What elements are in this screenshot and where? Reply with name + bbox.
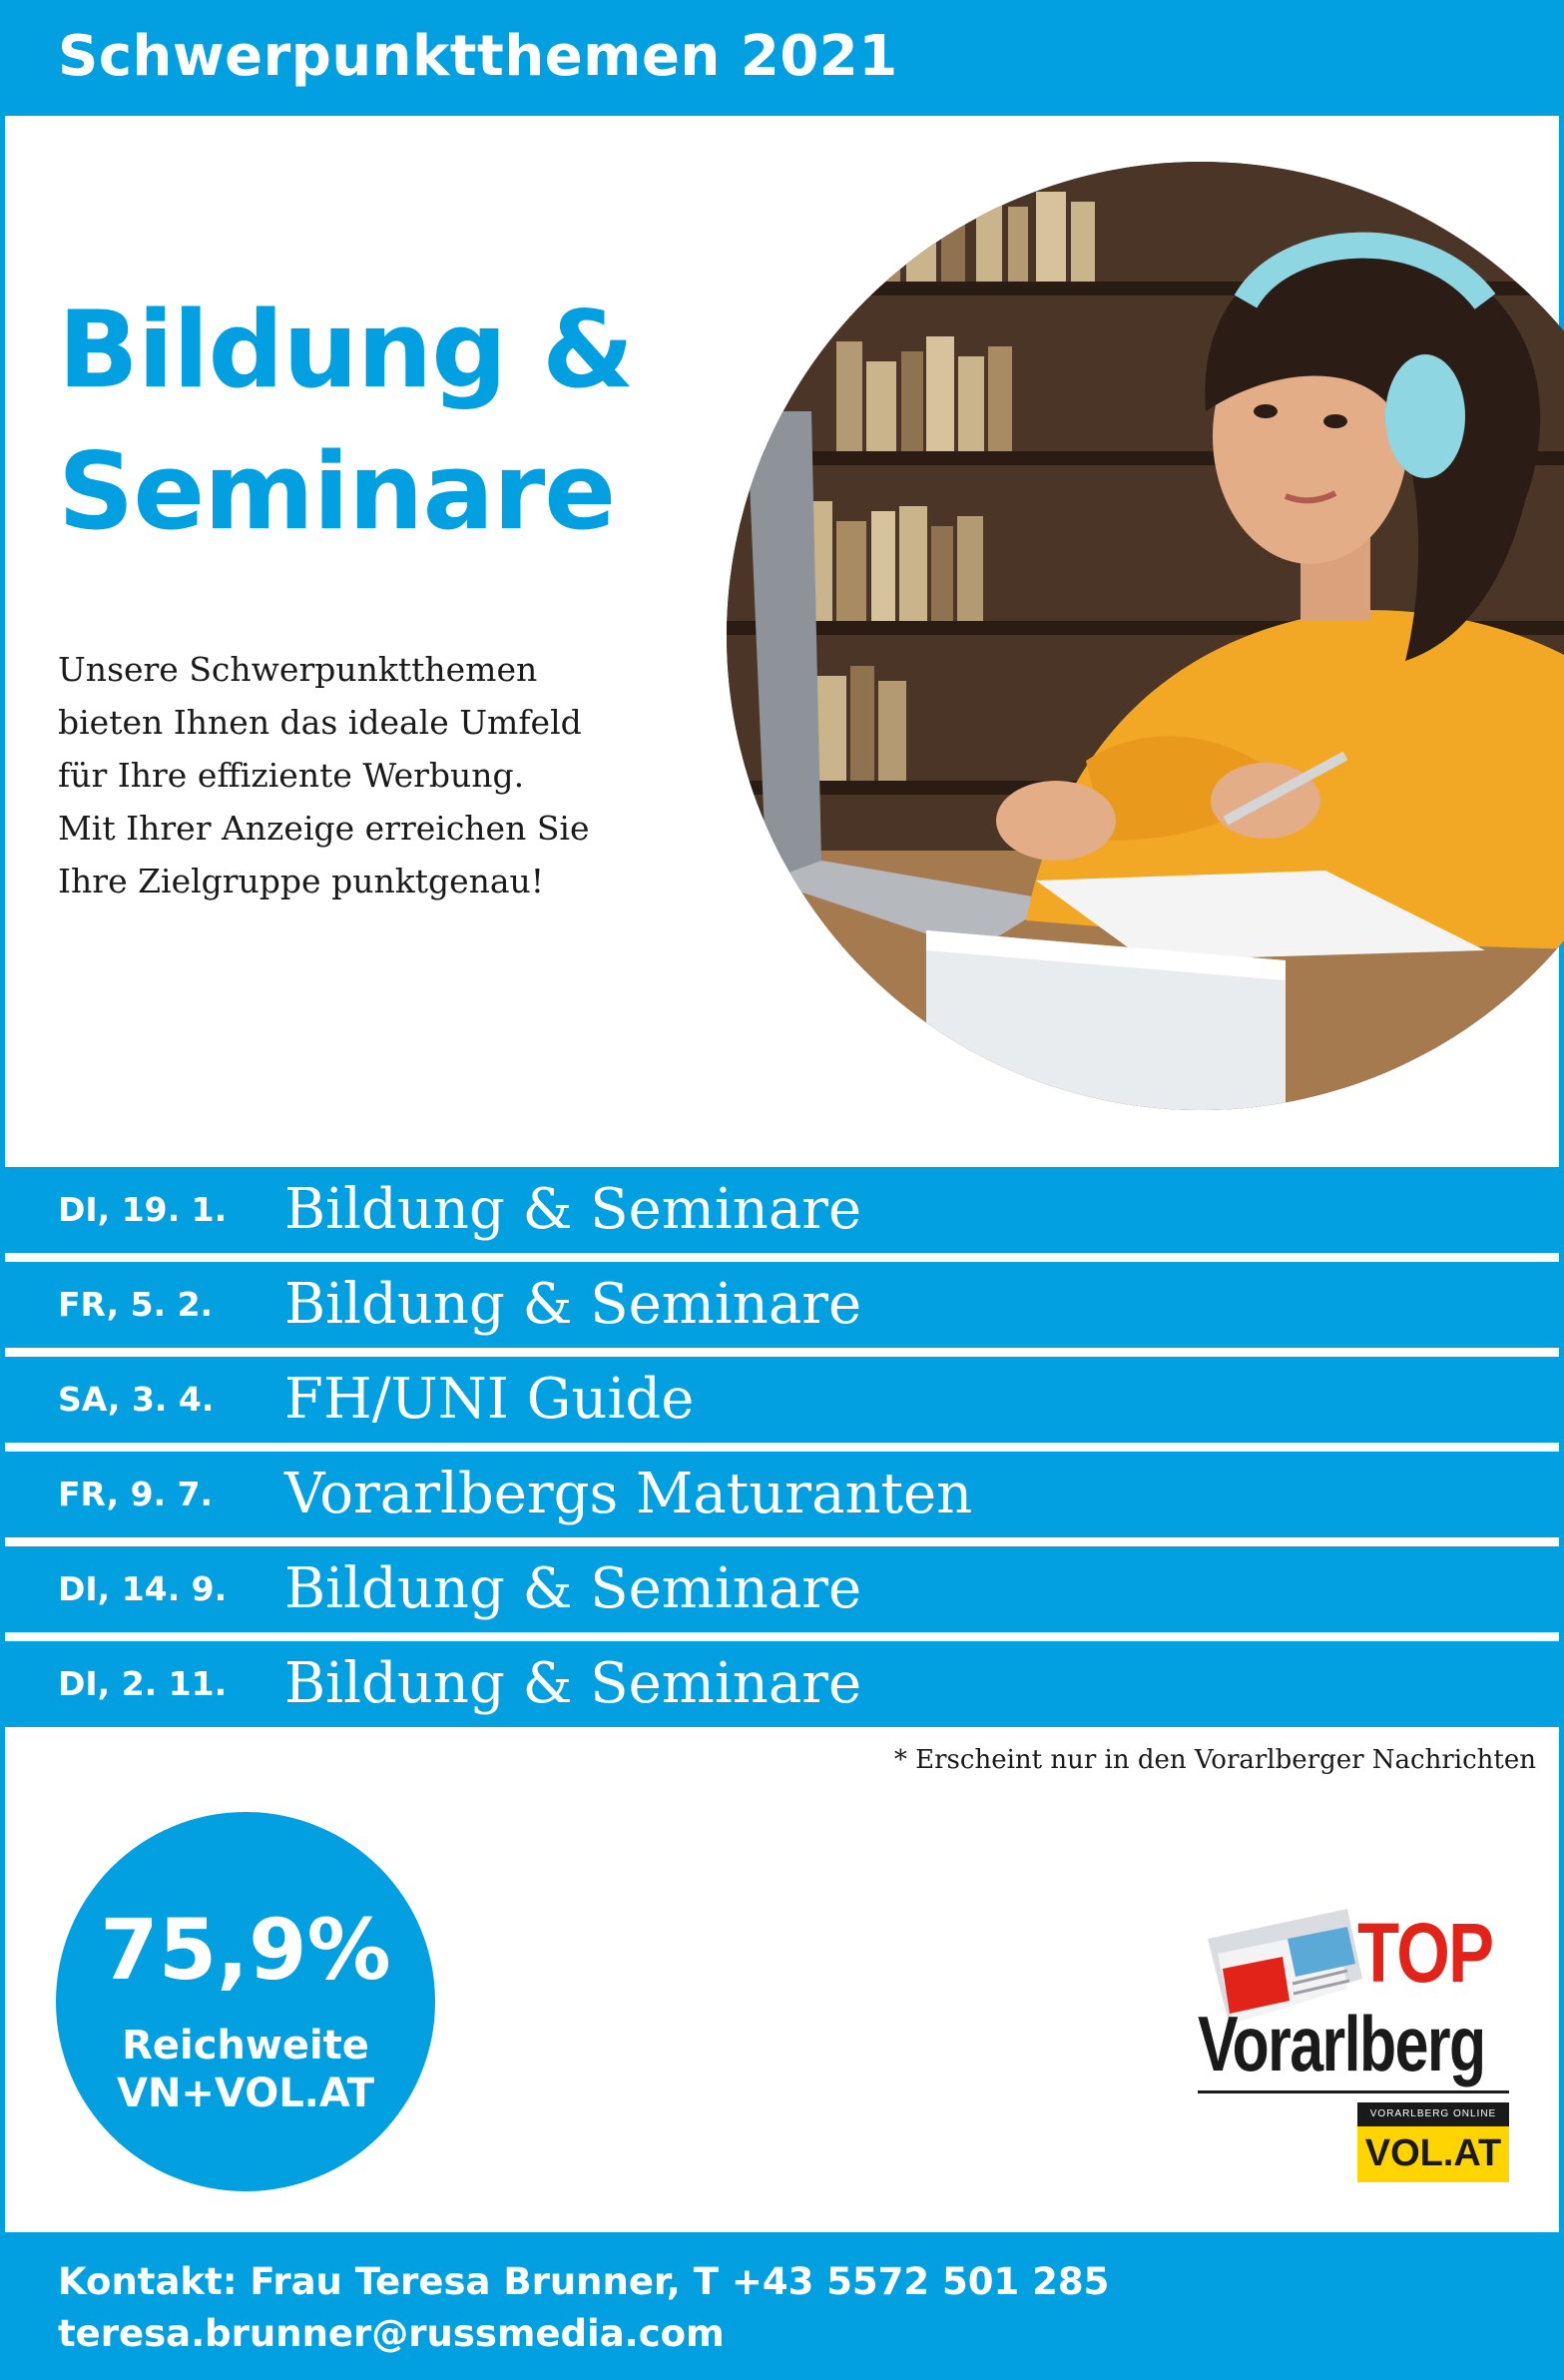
reach-percent: 75,9% (100, 1901, 391, 1999)
intro-line: für Ihre effiziente Werbung. (58, 756, 525, 795)
schedule-row (0, 1546, 1564, 1632)
logo-top: TOP (1357, 1906, 1493, 2000)
header-bar (0, 0, 1564, 116)
schedule-topic: Vorarlbergs Maturanten (284, 1462, 973, 1526)
top-vorarlberg-logo (1198, 1905, 1517, 2184)
contact-bar (0, 2232, 1564, 2380)
headline-line-1: Bildung & (58, 289, 634, 411)
schedule-row (0, 1167, 1564, 1253)
schedule-date: FR, 9. 7. (58, 1475, 214, 1513)
reach-source: VN+VOL.AT (116, 2071, 375, 2116)
contact-info (58, 2256, 1109, 2360)
schedule-row (0, 1262, 1564, 1348)
schedule-date: DI, 2. 11. (58, 1664, 228, 1703)
contact-person: Kontakt: Frau Teresa Brunner, T +43 5572 501 285 (58, 2260, 1110, 2303)
vol-at-logo (1357, 2102, 1509, 2182)
schedule-date: FR, 5. 2. (58, 1285, 214, 1324)
schedule-date: DI, 14. 9. (58, 1569, 228, 1608)
schedule-row (0, 1357, 1564, 1443)
vol-online-label: VORARLBERG ONLINE (1357, 2102, 1509, 2126)
schedule-topic: Bildung & Seminare (284, 1556, 862, 1621)
logo-divider (1198, 2090, 1509, 2093)
footnote: * Erscheint nur in den Vorarlberger Nachrichten (893, 1745, 1536, 1775)
logo-region: Vorarlberg (1198, 2000, 1485, 2087)
schedule-topic: FH/UNI Guide (284, 1367, 695, 1432)
intro-text (58, 643, 617, 907)
headline-line-2: Seminare (58, 430, 616, 553)
schedule-date: DI, 19. 1. (58, 1190, 228, 1229)
intro-line: bieten Ihnen das ideale Umfeld (58, 703, 582, 742)
vol-site-label: VOL.AT (1364, 2132, 1502, 2174)
intro-line: Unsere Schwerpunktthemen (58, 650, 538, 689)
contact-email[interactable]: teresa.brunner@russmedia.com (58, 2312, 725, 2355)
schedule-topic: Bildung & Seminare (284, 1272, 862, 1337)
schedule-date: SA, 3. 4. (58, 1380, 215, 1419)
headline (58, 280, 633, 563)
intro-line: Ihre Zielgruppe punktgenau! (58, 862, 545, 900)
schedule-row (0, 1641, 1564, 1727)
reach-label: Reichweite (122, 2023, 369, 2069)
header-title: Schwerpunktthemen 2021 (58, 24, 898, 89)
schedule-row (0, 1452, 1564, 1537)
schedule-topic: Bildung & Seminare (284, 1651, 862, 1716)
schedule-topic: Bildung & Seminare (284, 1177, 862, 1242)
reach-badge (56, 1812, 435, 2191)
intro-line: Mit Ihrer Anzeige erreichen Sie (58, 809, 590, 848)
